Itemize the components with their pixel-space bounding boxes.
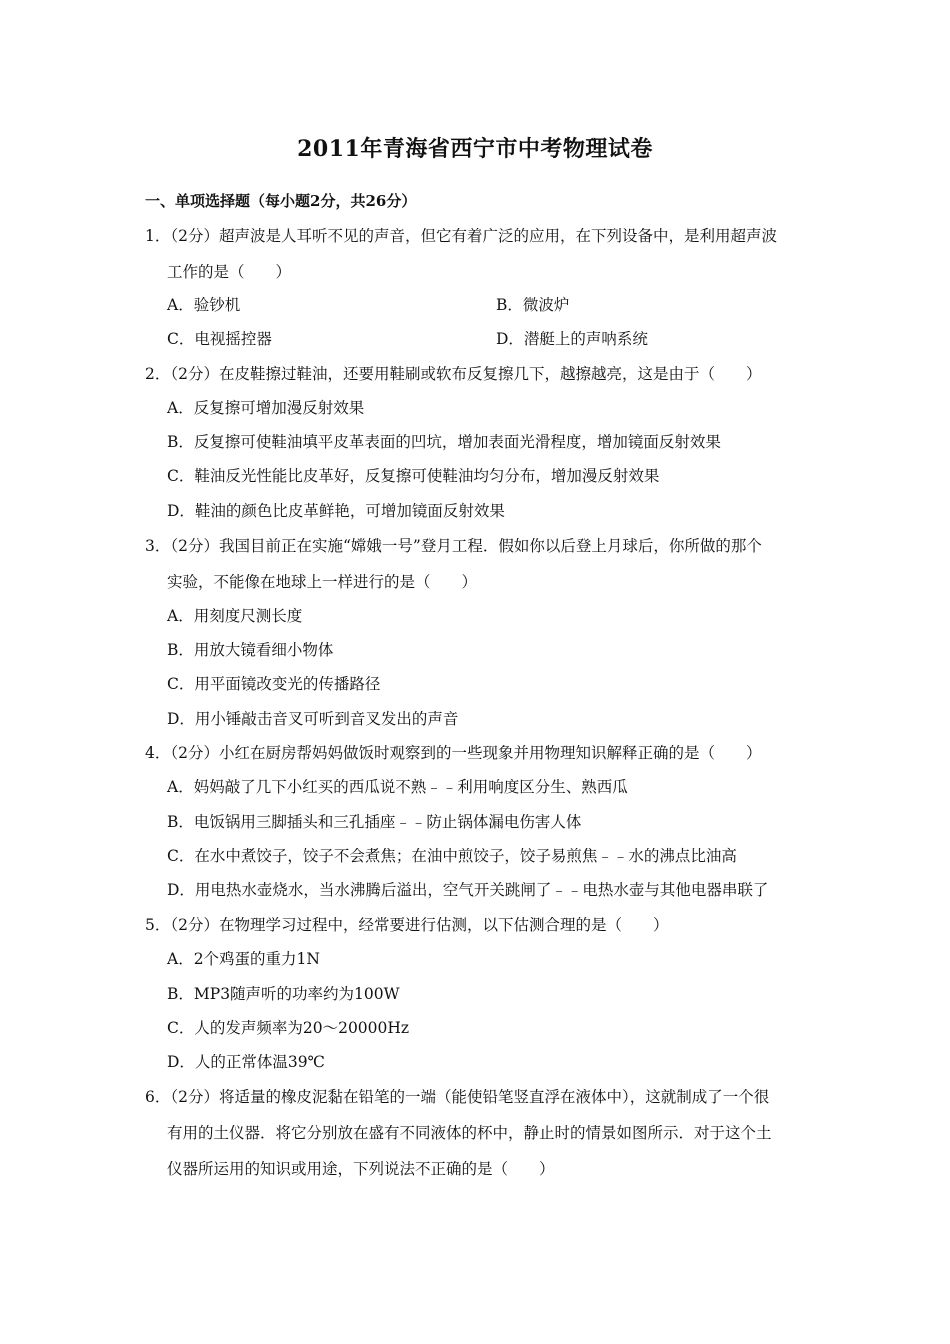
q1-option-d: D．潜艇上的声呐系统 — [496, 330, 648, 348]
q4-stem-line1: 4．（2分）小红在厨房帮妈妈做饭时观察到的一些现象并用物理知识解释正确的是（ ） — [145, 744, 762, 762]
q5-stem-line1: 5．（2分）在物理学习过程中，经常要进行估测，以下估测合理的是（ ） — [145, 916, 669, 934]
q5-option-b: B．MP3随声听的功率约为100W — [167, 985, 400, 1003]
q1-stem-line1: 1．（2分）超声波是人耳听不见的声音，但它有着广泛的应用，在下列设备中，是利用超声波 — [145, 227, 777, 245]
q4-option-b: B．电饭锅用三脚插头和三孔插座﹣﹣防止锅体漏电伤害人体 — [167, 813, 582, 831]
q3-option-d: D．用小锤敲击音叉可听到音叉发出的声音 — [167, 710, 459, 728]
q2-stem-line1: 2．（2分）在皮鞋擦过鞋油，还要用鞋刷或软布反复擦几下，越擦越亮，这是由于（ ） — [145, 365, 762, 383]
q2-option-c: C．鞋油反光性能比皮革好，反复擦可使鞋油均匀分布，增加漫反射效果 — [167, 467, 660, 485]
q1-option-b: B．微波炉 — [496, 296, 570, 314]
q3-option-b: B．用放大镜看细小物体 — [167, 641, 334, 659]
q6-stem-line2: 有用的土仪器．将它分别放在盛有不同液体的杯中，静止时的情景如图所示．对于这个土 — [167, 1124, 772, 1142]
q2-option-d: D．鞋油的颜色比皮革鲜艳，可增加镜面反射效果 — [167, 502, 505, 520]
q3-option-c: C．用平面镜改变光的传播路径 — [167, 675, 381, 693]
q3-stem-line2: 实验，不能像在地球上一样进行的是（ ） — [167, 573, 478, 591]
q1-option-a: A．验钞机 — [167, 296, 241, 314]
q3-stem-line1: 3．（2分）我国目前正在实施“嫦娥一号”登月工程．假如你以后登上月球后，你所做的那个 — [145, 537, 762, 555]
q1-stem-line2: 工作的是（ ） — [167, 263, 292, 281]
q6-stem-line3: 仪器所运用的知识或用途，下列说法不正确的是（ ） — [167, 1160, 555, 1178]
page-title: 2011年青海省西宁市中考物理试卷 — [297, 136, 653, 162]
q1-option-c: C．电视摇控器 — [167, 330, 272, 348]
section-heading: 一、单项选择题（每小题2分，共26分） — [145, 192, 417, 210]
q5-option-d: D．人的正常体温39℃ — [167, 1053, 325, 1071]
q3-option-a: A．用刻度尺测长度 — [167, 607, 303, 625]
q2-option-b: B．反复擦可使鞋油填平皮革表面的凹坑，增加表面光滑程度，增加镜面反射效果 — [167, 433, 721, 451]
q4-option-c: C．在水中煮饺子，饺子不会煮焦；在油中煎饺子，饺子易煎焦﹣﹣水的沸点比油高 — [167, 847, 737, 865]
q5-option-c: C．人的发声频率为20～20000Hz — [167, 1019, 410, 1037]
q6-stem-line1: 6．（2分）将适量的橡皮泥黏在铅笔的一端（能使铅笔竖直浮在液体中），这就制成了一个很 — [145, 1088, 770, 1106]
q5-option-a: A．2个鸡蛋的重力1N — [167, 950, 320, 968]
q4-option-d: D．用电热水壶烧水，当水沸腾后溢出，空气开关跳闸了﹣﹣电热水壶与其他电器串联了 — [167, 881, 769, 899]
q4-option-a: A．妈妈敲了几下小红买的西瓜说不熟﹣﹣利用响度区分生、熟西瓜 — [167, 778, 628, 796]
q2-option-a: A．反复擦可增加漫反射效果 — [167, 399, 365, 417]
